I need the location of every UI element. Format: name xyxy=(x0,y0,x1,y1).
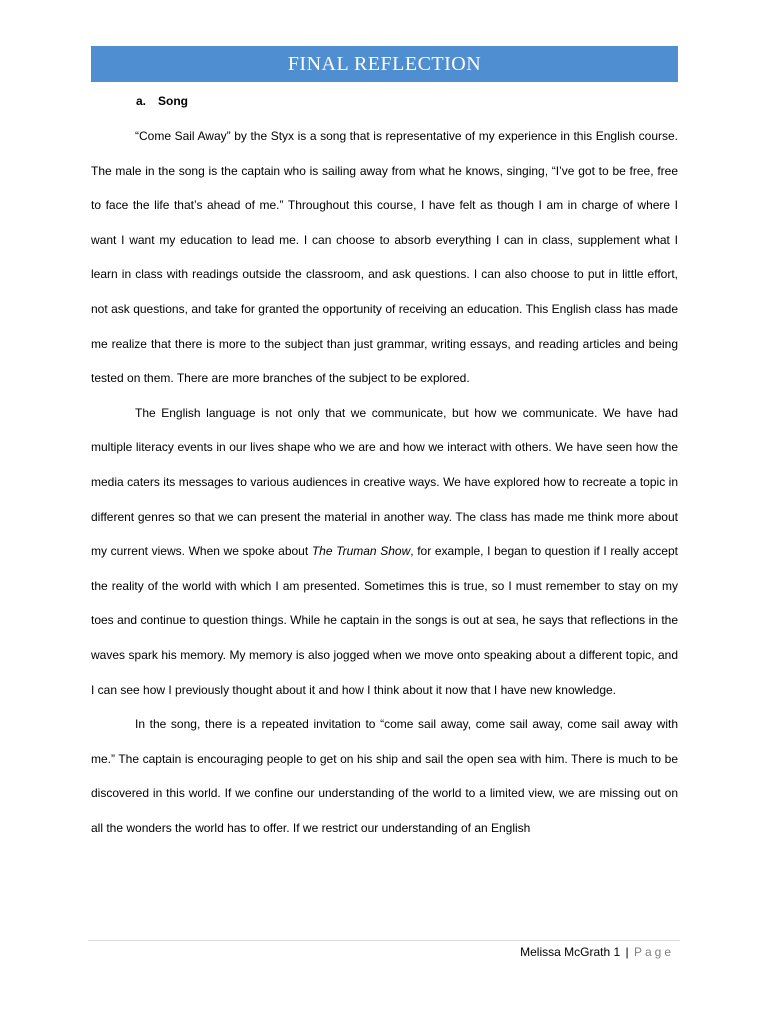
paragraph-2-text-end: , for example, I began to question if I really accept the reality of the world with which I am presented. Sometimes this is true, so I must remember to stay on my toes and continue to question things. While he captain in the songs is out at sea, he says that reflections in the waves spark his memory. My memory is also jogged when we move onto speaking about a different topic, and I can see how I previously thought about it and how I think about it now that I have new knowledge. xyxy=(91,544,678,697)
footer-author-page-number: Melissa McGrath 1 xyxy=(520,945,621,959)
paragraph-2-text-start: The English language is not only that we communicate, but how we communicate. We have had multiple literacy events in our lives shape who we are and how we interact with others. We have seen how the media caters its messages to various audiences in creative ways. We have explored how to recreate a topic in different genres so that we can present the material in another way. The class has made me think more about my current views. When we spoke about xyxy=(91,405,678,559)
paragraph-1-text: “Come Sail Away” by the Styx is a song that is representative of my experience in this English course. The male in the song is the captain who is sailing away from what he knows, singing, “I’ve got to be free, free to face the life that’s ahead of me.” Throughout this course, I have felt as though I am in charge of where I want I want my education to lead me. I can choose to absorb everything I can in class, supplement what I learn in class with readings outside the classroom, and ask questions. I can also choose to put in little effort, not ask questions, and take for granted the opportunity of receiving an education. This English class has made me realize that there is more to the subject than just grammar, writing essays, and reading articles and being tested on them. There are more branches of the subject to be explored. xyxy=(91,129,678,386)
paragraph-2 xyxy=(91,396,678,707)
section-label: Song xyxy=(158,94,188,108)
film-title-truman-show: The Truman Show xyxy=(311,544,411,559)
page-footer xyxy=(520,943,674,961)
document-body xyxy=(91,119,678,845)
document-title: FINAL REFLECTION xyxy=(91,46,678,82)
footer-page-label: Page xyxy=(633,945,674,959)
paragraph-3 xyxy=(91,707,678,845)
paragraph-1 xyxy=(91,119,678,396)
section-heading xyxy=(136,92,188,110)
footer-separator: | xyxy=(625,945,629,959)
section-marker: a. xyxy=(136,94,147,108)
footer-divider xyxy=(88,940,680,941)
paragraph-3-text: In the song, there is a repeated invitation to “come sail away, come sail away, come sail away with me.” The captain is encouraging people to get on his ship and sail the open sea with him. There is much to be discovered in this world. If we confine our understanding of the world to a limited view, we are missing out on all the wonders the world has to offer. If we restrict our understanding of an English xyxy=(91,717,678,835)
